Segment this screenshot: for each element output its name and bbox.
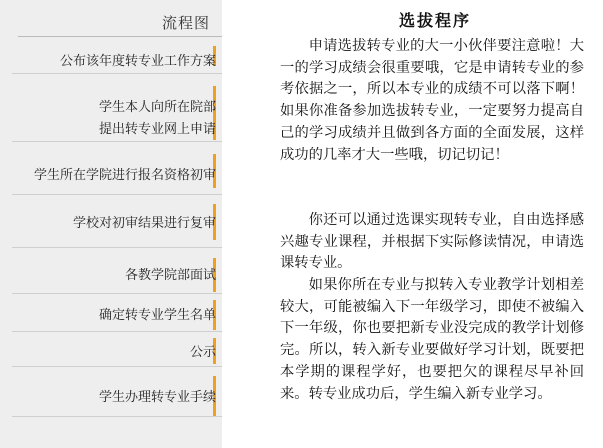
article-paragraph-3: 如果你所在专业与拟转入专业教学计划相差较大，可能被编入下一年级学习，即使不被编入下一年级，你也要把新专业没完成的教学计划修完。所以，转入新专业要做好学习计划，既要把本学期的课程学好，也要把欠的课程尽早补回来。转专业成功后，学生编入新专业学习。 (280, 277, 584, 402)
flow-step-initial-review: 学生所在学院进行报名资格初审 (33, 168, 216, 183)
step-divider (12, 247, 222, 248)
flow-step-second-review: 学校对初审结果进行复审 (72, 216, 216, 231)
flow-step-interview: 各教学院部面试 (124, 268, 216, 283)
step-divider (12, 331, 222, 332)
flow-step-apply-line2: 提出转专业网上申请 (98, 122, 216, 137)
step-divider (12, 73, 222, 74)
title-divider (18, 36, 222, 37)
step-divider (12, 141, 222, 142)
article-paragraph-2: 你还可以通过选课实现转专业，自由选择感兴趣专业课程，并根据下实际修读情况，申请选课转专业。 (280, 212, 584, 272)
flow-step-publish-plan: 公布该年度转专业工作方案 (59, 54, 216, 69)
flowchart-panel (0, 0, 222, 448)
article-title: 选拔程序 (398, 11, 471, 30)
step-divider (12, 293, 222, 294)
flow-step-publicity: 公示 (189, 345, 216, 360)
article-panel (280, 0, 590, 448)
step-divider (12, 416, 222, 417)
step-divider (12, 194, 222, 195)
flow-step-confirm-list: 确定转专业学生名单 (98, 308, 216, 323)
article-paragraph-1: 申请选拔转专业的大一小伙伴要注意啦！大一的学习成绩会很重要哦，它是申请转专业的参考依据之一，所以本专业的成绩不可以落下啊！如果你准备参加选拔转专业，一定要努力提高自己的学习成绩并且做到各方面的全面发展，这样成功的几率才大一些哦，切记切记！ (280, 38, 584, 163)
step-divider (12, 366, 222, 367)
flow-step-transfer-procedures: 学生办理转专业手续 (98, 390, 216, 405)
flow-step-apply-line1: 学生本人向所在院部 (98, 100, 216, 115)
flowchart-title: 流程图 (161, 14, 210, 32)
